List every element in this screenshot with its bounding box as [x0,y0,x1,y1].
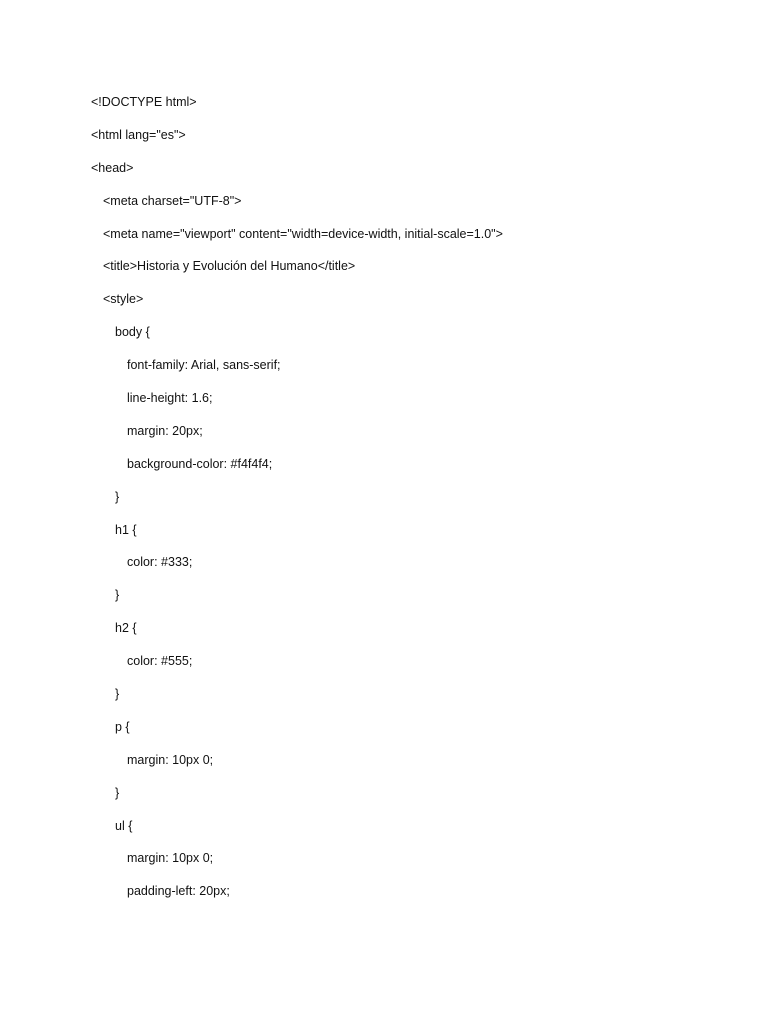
code-line: <meta charset="UTF-8"> [103,193,242,208]
code-line: margin: 20px; [127,423,203,438]
code-line: <!DOCTYPE html> [91,95,197,109]
code-line: h2 { [115,621,137,636]
code-line: color: #333; [127,555,193,570]
code-line: color: #555; [127,654,193,669]
code-line: } [115,588,120,603]
code-line: <title>Historia y Evolución del Humano</title> [103,259,356,274]
code-line: p { [115,719,130,734]
code-line: ul { [115,818,133,833]
code-line: <head> [91,160,134,175]
code-listing [91,92,731,914]
code-line: line-height: 1.6; [127,391,213,406]
code-line: margin: 10px 0; [127,752,214,767]
code-line: background-color: #f4f4f4; [127,456,273,471]
code-line: } [115,785,120,800]
code-line: font-family: Arial, sans-serif; [127,358,281,373]
code-line: padding-left: 20px; [127,884,230,899]
code-line: margin: 10px 0; [127,851,214,866]
code-line: } [115,687,120,702]
code-line: h1 { [115,522,137,537]
code-line: } [115,489,120,504]
code-line: <html lang="es"> [91,127,186,142]
code-line: body { [115,325,150,340]
code-line: <meta name="viewport" content="width=device-width, initial-scale=1.0"> [103,226,503,241]
code-line: <style> [103,292,144,307]
